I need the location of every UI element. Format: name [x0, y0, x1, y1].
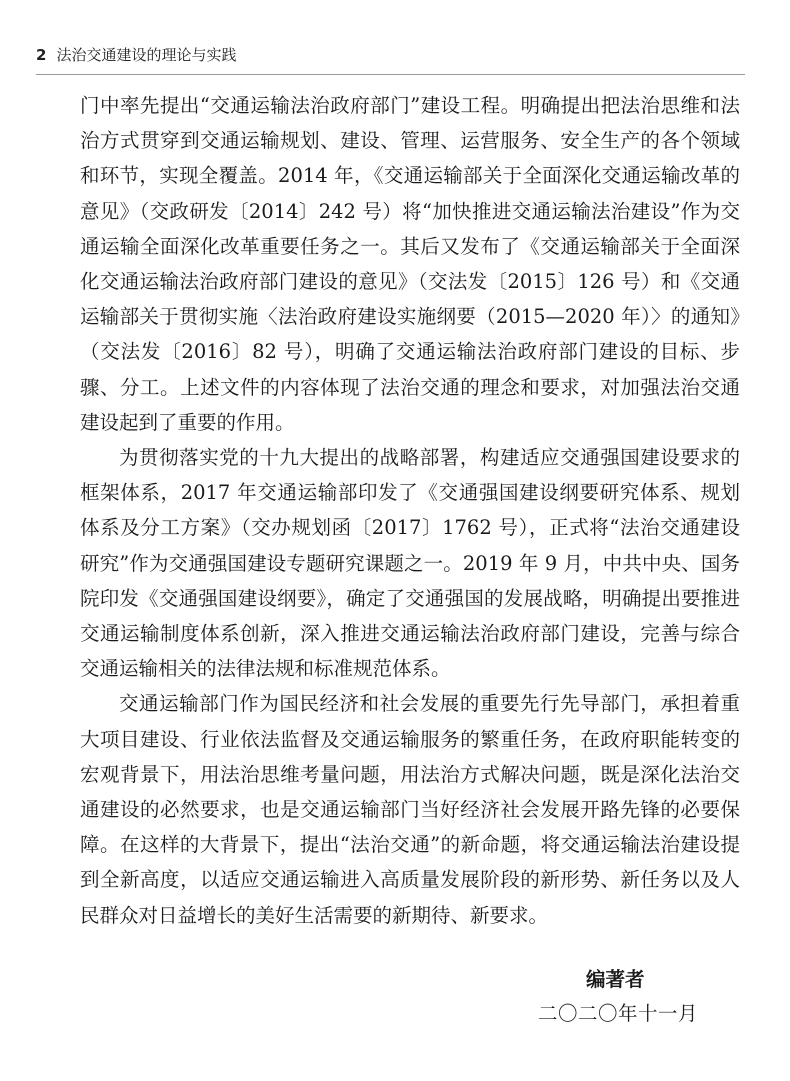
page-number: 2 — [36, 46, 47, 64]
paragraph: 交通运输部门作为国民经济和社会发展的重要先行先导部门，承担着重大项目建设、行业依法监督及交通运输服务的繁重任务，在政府职能转变的宏观背景下，用法治思维考量问题，用法治方式解决问题，既是深化法治交通建设的必然要求，也是交通运输部门当好经济社会发展开路先锋的必要保障。在这样的大背景下，提出“法治交通”的新命题，将交通运输法治建设提到全新高度，以适应交通运输进入高质量发展阶段的新形势、新任务以及人民群众对日益增长的美好生活需要的新期待、新要求。 — [80, 692, 740, 927]
book-title: 法治交通建设的理论与实践 — [56, 46, 237, 64]
signature-date: 二〇二〇年十一月 — [538, 1002, 699, 1025]
body-text — [80, 88, 740, 933]
running-header — [36, 44, 296, 66]
header-divider — [36, 74, 745, 75]
signature-author: 编著者 — [586, 968, 645, 991]
paragraph: 为贯彻落实党的十九大提出的战略部署，构建适应交通强国建设要求的框架体系，2017 年交通运输部印发了《交通强国建设纲要研究体系、规划体系及分工方案》（交办规划函〔2017〕1762 号），正式将“法治交通建设研究”作为交通强国建设专题研究课题之一。2019 年 9 月，中共中央、国务院印发《交通强国建设纲要》，确定了交通强国的发展战略，明确提出要推进交通运输制度体系创新，深入推进交通运输法治政府部门建设，完善与综合交通运输相关的法律法规和标准规范体系。 — [80, 446, 740, 681]
paragraph-continued: 门中率先提出“交通运输法治政府部门”建设工程。明确提出把法治思维和法治方式贯穿到交通运输规划、建设、管理、运营服务、安全生产的各个领域和环节，实现全覆盖。2014 年，《交通运输部关于全面深化交通运输改革的意见》（交政研发〔2014〕242 号）将“加快推进交通运输法治建设”作为交通运输全面深化改革重要任务之一。其后又发布了《交通运输部关于全面深化交通运输法治政府部门建设的意见》（交法发〔2015〕126 号）和《交通运输部关于贯彻实施〈法治政府建设实施纲要（2015—2020 年）〉的通知》（交法发〔2016〕82 号），明确了交通运输法治政府部门建设的目标、步骤、分工。上述文件的内容体现了法治交通的理念和要求，对加强法治交通建设起到了重要的作用。 — [80, 94, 740, 434]
